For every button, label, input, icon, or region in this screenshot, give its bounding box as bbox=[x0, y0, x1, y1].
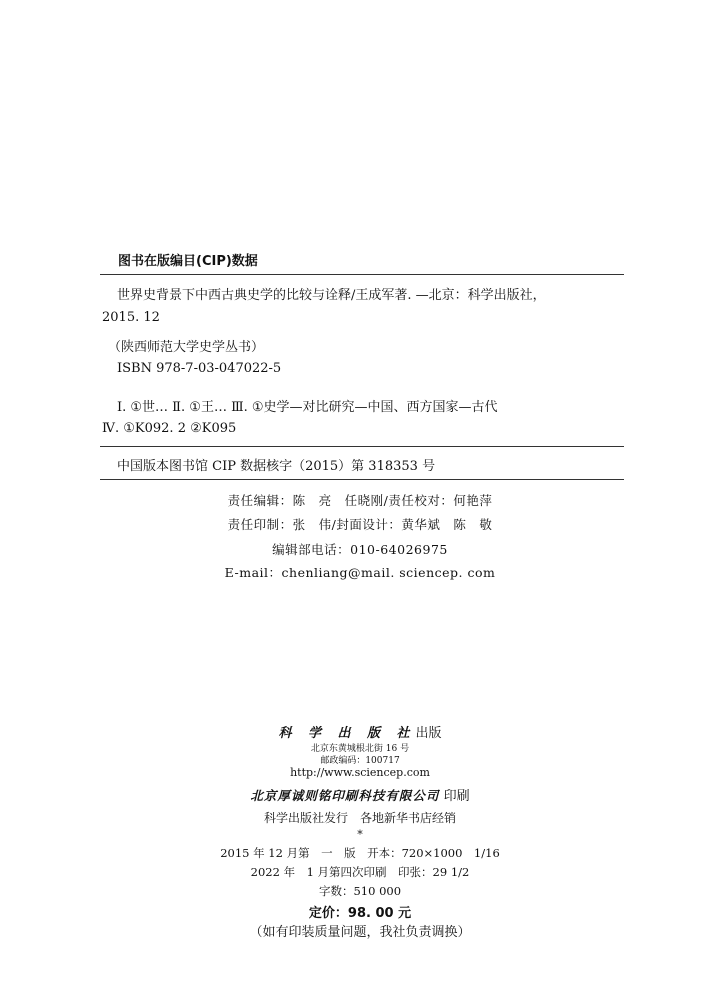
staff-printing-design: 责任印制：张 伟/封面设计：黄华斌 陈 敬 bbox=[227, 517, 493, 532]
price: 定价：98. 00 元 bbox=[308, 906, 412, 921]
cip-series-line: （陕西师范大学史学丛书） bbox=[108, 340, 265, 355]
cip-title: 图书在版编目(CIP)数据 bbox=[118, 254, 258, 269]
editorial-email: E-mail：chenliang@mail. sciencep. com bbox=[224, 565, 496, 580]
printer-line bbox=[0, 785, 720, 804]
publisher-address: 北京东黄城根北街 16 号 bbox=[310, 744, 410, 754]
cip-classification-2: Ⅳ. ①K092. 2 ②K095 bbox=[102, 421, 237, 436]
cip-bottom-rule bbox=[100, 479, 624, 480]
separator-asterisk: * bbox=[357, 828, 363, 841]
publisher-line bbox=[0, 722, 720, 741]
cip-middle-rule bbox=[100, 446, 624, 447]
publisher-name: 科 学 出 版 社 bbox=[278, 726, 416, 741]
staff-editors: 责任编辑：陈 亮 任晓刚/责任校对：何艳萍 bbox=[227, 493, 493, 508]
cip-isbn: ISBN 978-7-03-047022-5 bbox=[117, 361, 282, 376]
cip-bibliographic-line: 世界史背景下中西古典史学的比较与诠释/王成军著. —北京：科学出版社， bbox=[117, 288, 546, 303]
printing-line: 2022 年 1 月第四次印刷 印张：29 1/2 bbox=[250, 865, 470, 879]
cip-top-rule bbox=[100, 274, 624, 275]
editorial-phone: 编辑部电话：010-64026975 bbox=[272, 542, 448, 557]
publisher-postcode: 邮政编码：100717 bbox=[320, 756, 400, 766]
publisher-suffix: 出版 bbox=[415, 726, 442, 741]
quality-notice: （如有印装质量问题，我社负责调换） bbox=[249, 925, 471, 940]
distribution-line: 科学出版社发行 各地新华书店经销 bbox=[263, 811, 456, 825]
cip-classification-1: Ⅰ. ①世… Ⅱ. ①王… Ⅲ. ①史学—对比研究—中国、西方国家—古代 bbox=[117, 400, 498, 415]
publisher-url: http://www.sciencep.com bbox=[290, 766, 430, 779]
cip-date-line: 2015. 12 bbox=[102, 310, 160, 325]
edition-line: 2015 年 12 月第 一 版 开本：720×1000 1/16 bbox=[220, 846, 500, 860]
printer-suffix: 印刷 bbox=[443, 789, 470, 804]
word-count: 字数：510 000 bbox=[318, 884, 402, 898]
cip-record-number: 中国版本图书馆 CIP 数据核字（2015）第 318353 号 bbox=[117, 459, 436, 474]
printer-name: 北京厚诚则铭印刷科技有限公司 bbox=[250, 788, 440, 803]
